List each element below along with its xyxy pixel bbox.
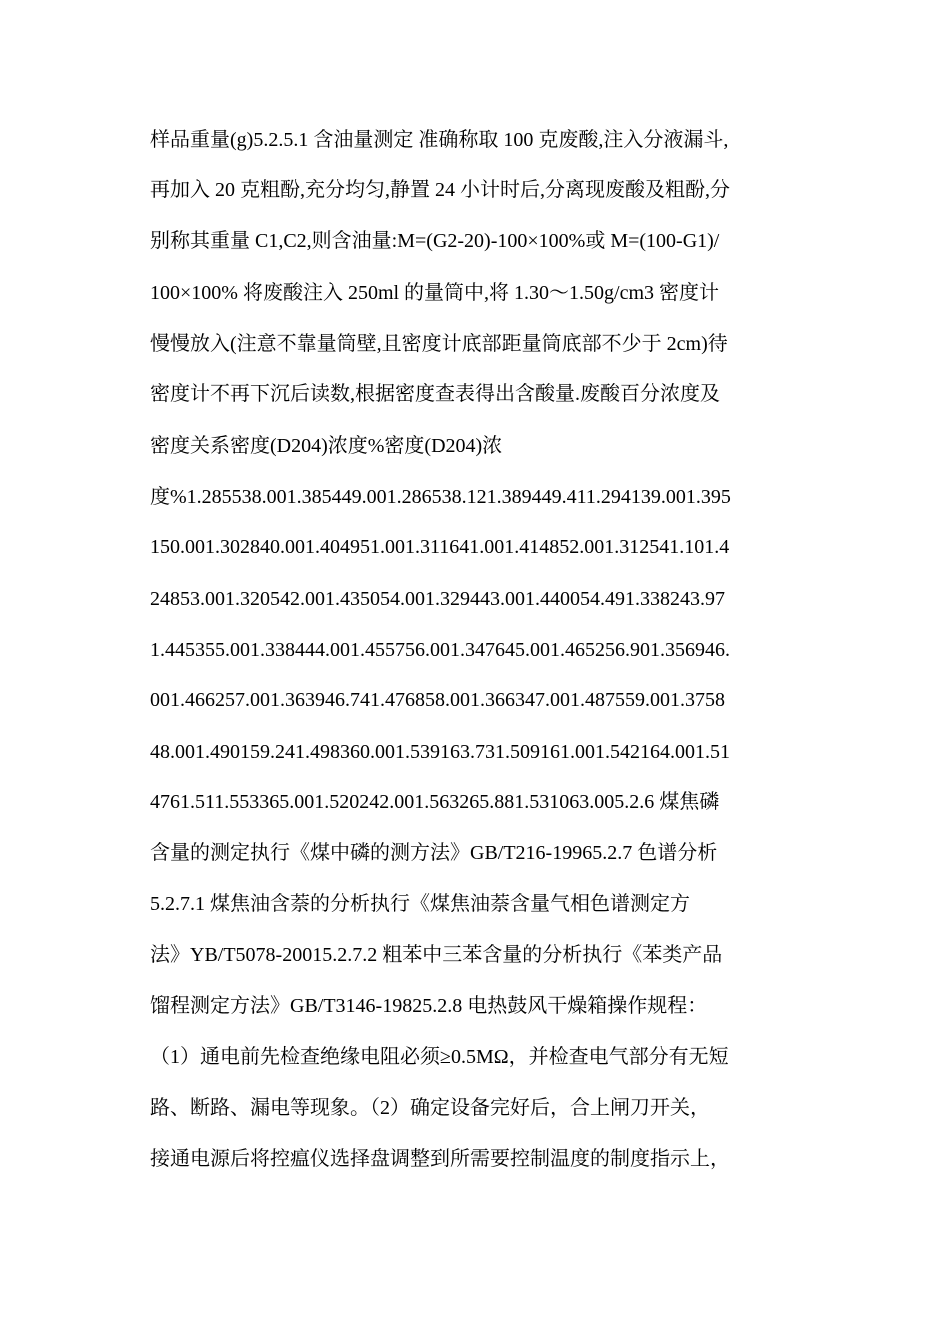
text-line: 度%1.285538.001.385449.001.286538.121.389449.411.294139.001.395 [150,486,731,508]
text-line: 接通电源后将控瘟仪选择盘调整到所需要控制温度的制度指示上， [150,1148,730,1170]
text-line: 样品重量(g)5.2.5.1 含油量测定 准确称取 100 克废酸,注入分液漏斗, [150,129,729,151]
text-line: 馏程测定方法》GB/T3146-19825.2.8 电热鼓风干燥箱操作规程： [150,995,708,1017]
text-line: 4761.511.553365.001.520242.001.563265.881.531063.005.2.6 煤焦磷 [150,791,720,813]
text-line: 24853.001.320542.001.435054.001.329443.001.440054.491.338243.97 [150,588,725,610]
text-line: 法》YB/T5078-20015.2.7.2 粗苯中三苯含量的分析执行《苯类产品 [150,944,723,966]
text-line: 001.466257.001.363946.741.476858.001.366347.001.487559.001.3758 [150,689,725,711]
text-line: 150.001.302840.001.404951.001.311641.001.414852.001.312541.101.4 [150,536,730,558]
text-line: 48.001.490159.241.498360.001.539163.731.509161.001.542164.001.51 [150,741,730,763]
text-line: 1.445355.001.338444.001.455756.001.347645.001.465256.901.356946. [150,639,730,661]
text-line: 密度计不再下沉后读数,根据密度查表得出含酸量.废酸百分浓度及 [150,383,720,405]
text-line: 5.2.7.1 煤焦油含萘的分析执行《煤焦油萘含量气相色谱测定方 [150,893,690,915]
text-line: 路、断路、漏电等现象。（2）确定设备完好后，合上闸刀开关， [150,1097,710,1119]
text-line: 再加入 20 克粗酚,充分均匀,静置 24 小计时后,分离现废酸及粗酚,分 [150,179,730,201]
text-line: 密度关系密度(D204)浓度%密度(D204)浓 [150,435,503,457]
text-line: 别称其重量 C1,C2,则含油量:M=(G2-20)-100×100%或 M=(100-G1)/ [150,230,720,252]
text-line: 100×100% 将废酸注入 250ml 的量筒中,将 1.30～1.50g/cm3 密度计 [150,282,720,304]
text-line: 慢慢放入(注意不靠量筒壁,且密度计底部距量筒底部不少于 2cm)待 [150,333,728,355]
text-line: 含量的测定执行《煤中磷的测方法》GB/T216-19965.2.7 色谱分析 [150,842,718,864]
text-line: （1）通电前先检查绝缘电阻必须≥0.5MΩ，并检查电气部分有无短 [150,1046,729,1068]
